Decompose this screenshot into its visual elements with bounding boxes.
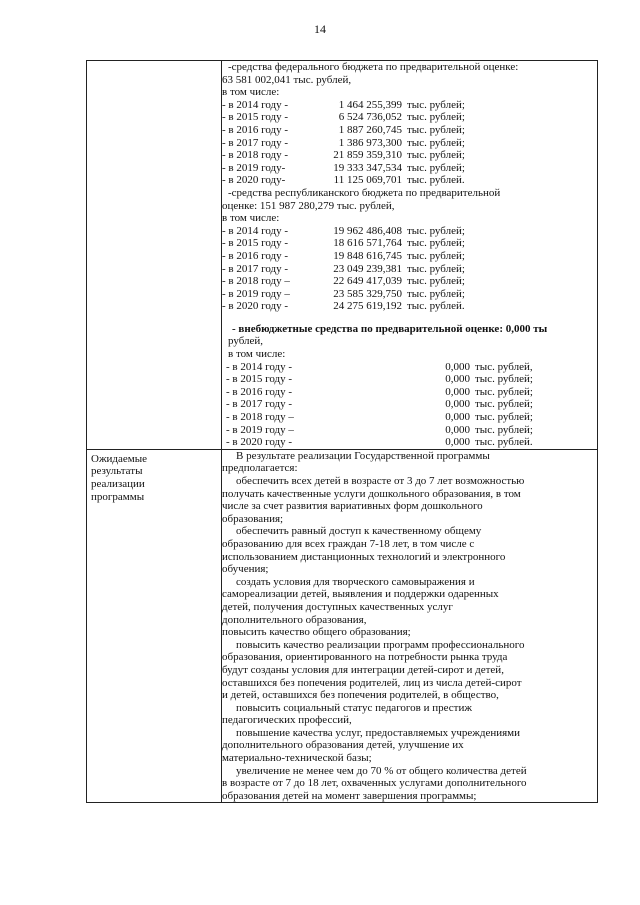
program-passport-table (86, 60, 598, 803)
year-row (222, 436, 597, 449)
year-unit: тыс. рублей; (407, 161, 465, 174)
year-unit: тыс. рублей; (475, 385, 533, 398)
text-line: обучения; (222, 563, 269, 576)
year-amount: 1 464 255,399 (338, 98, 402, 111)
year-amount: 19 848 616,745 (333, 249, 402, 262)
year-amount: 23 585 329,750 (333, 287, 402, 300)
year-amount: 19 333 347,534 (333, 161, 402, 174)
year-label: - в 2017 году - (222, 262, 289, 275)
text-line: образования, ориентированного на потребности рынка труда (222, 651, 508, 664)
year-row (222, 411, 597, 424)
year-unit: тыс. рублей; (407, 111, 465, 124)
year-amount: 1 887 260,745 (338, 123, 402, 136)
year-row (222, 373, 597, 386)
expected-results-text (222, 450, 597, 803)
year-label: - в 2020 году- (222, 174, 286, 187)
text-line: материально-технической базы; (222, 752, 372, 765)
year-amount: 0,000 (445, 423, 470, 436)
expected-results-label-cell (87, 449, 222, 803)
year-amount: 0,000 (445, 411, 470, 424)
year-row (222, 263, 597, 276)
label-line: результаты (91, 465, 143, 478)
table-row (87, 449, 598, 803)
year-unit: тыс. рублей. (475, 436, 533, 449)
year-unit: тыс. рублей. (407, 300, 465, 313)
label-line: программы (91, 490, 145, 503)
label-line: реализации (91, 478, 145, 490)
text-line: дополнительного образования, (222, 613, 367, 626)
year-amount: 23 049 239,381 (333, 262, 402, 275)
year-row (222, 300, 597, 313)
year-label: - в 2018 году – (222, 275, 290, 288)
year-unit: тыс. рублей; (407, 136, 465, 149)
year-label: - в 2018 году - (222, 149, 289, 162)
year-row (222, 386, 597, 399)
text-line: В результате реализации Государственной программы (236, 449, 490, 462)
text-line: повысить социальный статус педагогов и престиж (236, 701, 472, 714)
year-unit: тыс. рублей; (475, 373, 533, 386)
republic-years-list (222, 225, 597, 313)
text-line: дополнительного образования детей, улучшение их (222, 739, 464, 752)
year-amount: 22 649 417,039 (333, 275, 402, 288)
year-amount: 0,000 (445, 373, 470, 386)
year-amount: 0,000 (445, 436, 470, 449)
text-line: детей, получения доступных качественных услуг (222, 600, 453, 613)
year-row (222, 149, 597, 162)
year-amount: 0,000 (445, 360, 470, 373)
text-line: числе за счет развития вариативных форм дошкольного (222, 500, 483, 513)
text-line: образованию для всех граждан 7-18 лет, в том числе с (222, 537, 475, 550)
year-amount: 19 962 486,408 (333, 224, 402, 237)
year-unit: тыс. рублей. (407, 174, 465, 187)
year-label: - в 2017 году - (222, 136, 289, 149)
extra-incl: в том числе: (228, 348, 286, 361)
republic-total: оценке: 151 987 280,279 тыс. рублей, (222, 199, 395, 212)
year-label: - в 2019 году – (226, 423, 294, 436)
year-amount: 11 125 069,701 (333, 174, 402, 187)
year-row (222, 225, 597, 238)
year-row (222, 162, 597, 175)
text-line: создать условия для творческого самовыражения и (236, 575, 475, 588)
year-unit: тыс. рублей; (407, 224, 465, 237)
extra-years-list (222, 361, 597, 449)
text-line: использованием дистанционных технологий и электронного (222, 550, 506, 563)
text-line: и детей, оставшихся без попечения родителей, в общество, (222, 689, 499, 702)
year-amount: 0,000 (445, 385, 470, 398)
left-cell-empty (87, 61, 222, 450)
year-label: - в 2014 году - (226, 360, 293, 373)
year-amount: 24 275 619,192 (333, 300, 402, 313)
text-line: повысить качество реализации программ профессионального (236, 638, 525, 651)
year-amount: 18 616 571,764 (333, 237, 402, 250)
year-unit: тыс. рублей; (407, 249, 465, 262)
text-line: самореализации детей, выявления и поддержки одаренных (222, 588, 499, 601)
table-row (87, 61, 598, 450)
year-label: - в 2020 году - (222, 300, 289, 313)
republic-incl: в том числе: (222, 212, 280, 225)
year-row (222, 237, 597, 250)
text-line: обеспечить всех детей в возрасте от 3 до 7 лет возможностью (236, 475, 525, 487)
year-unit: тыс. рублей; (407, 275, 465, 288)
year-row (222, 137, 597, 150)
year-row (222, 124, 597, 137)
text-line: будут созданы условия для интеграции детей-сирот и детей, (222, 663, 504, 676)
year-label: - в 2014 году - (222, 98, 289, 111)
year-unit: тыс. рублей; (475, 398, 533, 411)
year-unit: тыс. рублей, (475, 360, 533, 373)
year-row (222, 424, 597, 437)
text-line: педагогических профессий, (222, 714, 352, 727)
year-unit: тыс. рублей; (407, 123, 465, 136)
text-line: повысить качество общего образования; (222, 626, 411, 639)
year-label: - в 2018 году – (226, 411, 294, 424)
year-unit: тыс. рублей; (407, 237, 465, 250)
year-label: - в 2016 году - (226, 385, 293, 398)
text-line: оставшихся без попечения родителей, лиц из числа детей-сирот (222, 676, 522, 689)
text-line: увеличение не менее чем до 70 % от общего количества детей (236, 764, 527, 777)
text-line: получать качественные услуги дошкольного образования, в том (222, 487, 521, 500)
expected-results-cell (222, 449, 598, 803)
year-label: - в 2019 году – (222, 287, 290, 300)
text-line: образования; (222, 512, 284, 525)
year-label: - в 2015 году - (222, 237, 289, 250)
year-row (222, 250, 597, 263)
year-amount: 0,000 (445, 398, 470, 411)
expected-results-label (87, 450, 221, 503)
republic-intro: -средства республиканского бюджета по предварительной (228, 186, 501, 199)
year-label: - в 2014 году - (222, 224, 289, 237)
year-label: - в 2015 году - (226, 373, 293, 386)
text-line: в возрасте от 7 до 18 лет, охваченных услугами дополнительного (222, 777, 527, 790)
year-row (222, 361, 597, 374)
year-unit: тыс. рублей; (475, 423, 533, 436)
text-line: предполагается: (222, 462, 298, 475)
financing-cell (222, 61, 598, 450)
year-label: - в 2019 году- (222, 161, 286, 174)
year-row (222, 111, 597, 124)
year-unit: тыс. рублей; (407, 262, 465, 275)
year-label: - в 2015 году - (222, 111, 289, 124)
federal-intro: -средства федерального бюджета по предварительной оценке: (228, 61, 519, 73)
text-line: обеспечить равный доступ к качественному общему (236, 525, 482, 538)
year-label: - в 2016 году - (222, 249, 289, 262)
year-unit: тыс. рублей; (407, 287, 465, 300)
extra-intro: - внебюджетные средства по предварительной оценке: 0,000 ты (232, 322, 548, 335)
year-label: - в 2016 году - (222, 123, 289, 136)
year-row (222, 174, 597, 187)
year-label: - в 2020 году - (226, 436, 293, 449)
year-amount: 21 859 359,310 (333, 149, 402, 162)
federal-years-list (222, 99, 597, 187)
year-unit: тыс. рублей; (475, 411, 533, 424)
year-label: - в 2017 году - (226, 398, 293, 411)
year-row (222, 99, 597, 112)
year-unit: тыс. рублей; (407, 98, 465, 111)
year-row (222, 275, 597, 288)
text-line: повышение качества услуг, предоставляемых учреждениями (236, 726, 521, 739)
year-row (222, 288, 597, 301)
page-number: 14 (314, 22, 326, 36)
year-amount: 1 386 973,300 (338, 136, 402, 149)
label-line: Ожидаемые (91, 452, 148, 465)
year-unit: тыс. рублей; (407, 149, 465, 162)
federal-total: 63 581 002,041 тыс. рублей, (222, 73, 352, 86)
extra-cont: рублей, (228, 335, 264, 348)
year-amount: 6 524 736,052 (338, 111, 402, 124)
text-line: образования детей на момент завершения программы; (222, 789, 477, 802)
federal-incl: в том числе: (222, 86, 280, 99)
year-row (222, 398, 597, 411)
